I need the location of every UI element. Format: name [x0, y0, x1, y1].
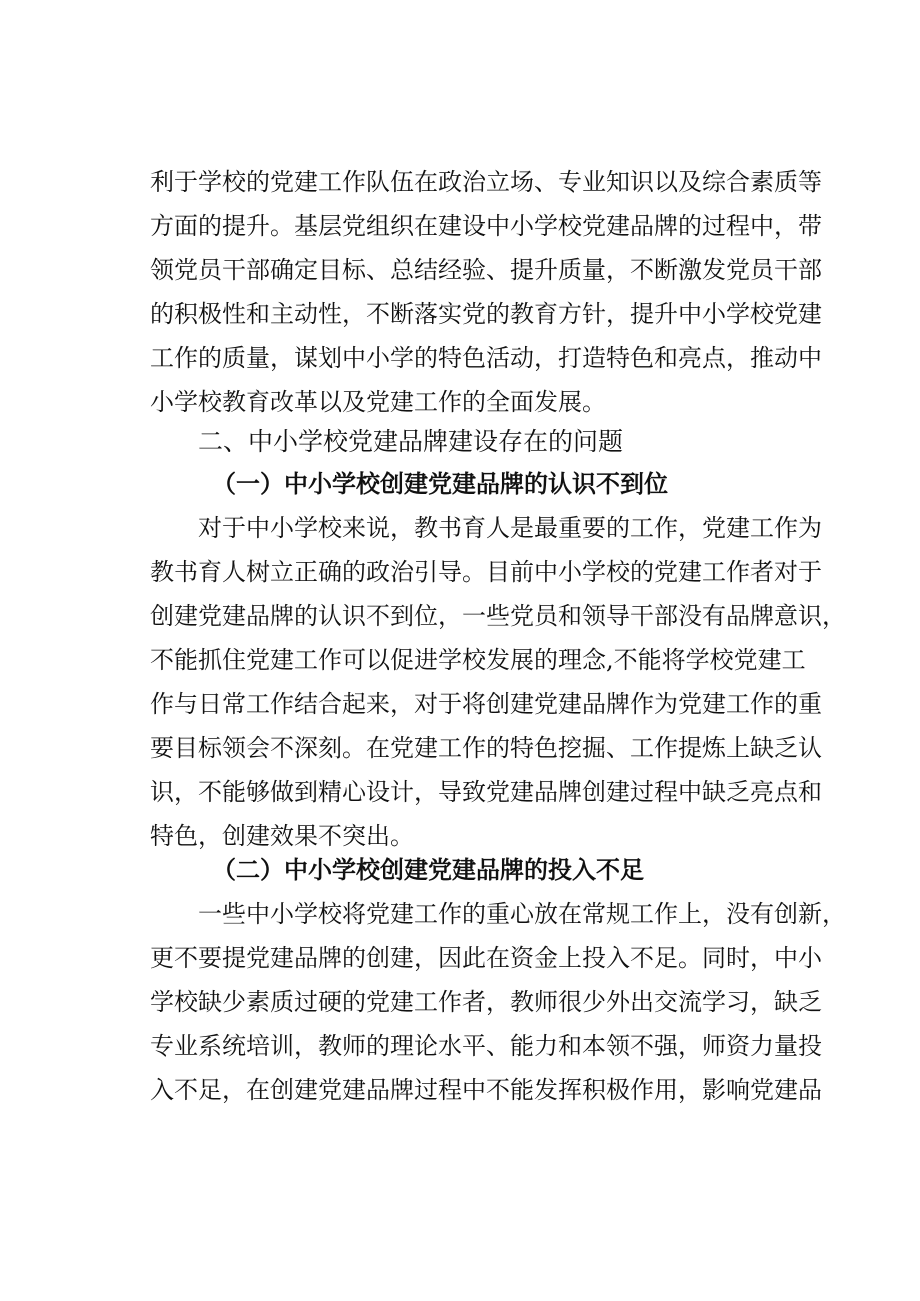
- paragraph-line: 对于中小学校来说，教书育人是最重要的工作，党建工作为: [198, 514, 822, 542]
- paragraph-line: 识，不能够做到精心设计，导致党建品牌创建过程中缺乏亮点和: [150, 778, 822, 806]
- paragraph-line: 专业系统培训，教师的理论水平、能力和本领不强，师资力量投: [150, 1032, 822, 1060]
- paragraph-line: 教书育人树立正确的政治引导。目前中小学校的党建工作者对于: [150, 558, 822, 586]
- paragraph-line: 特色，创建效果不突出。: [150, 822, 414, 850]
- paragraph-line: 方面的提升。基层党组织在建设中小学校党建品牌的过程中，带: [150, 212, 822, 240]
- paragraph-line: 利于学校的党建工作队伍在政治立场、专业知识以及综合素质等: [150, 168, 822, 196]
- paragraph-line: 更不要提党建品牌的创建，因此在资金上投入不足。同时，中小: [150, 944, 822, 972]
- paragraph-line: 不能抓住党建工作可以促进学校发展的理念,不能将学校党建工: [150, 646, 806, 674]
- paragraph-line: 工作的质量，谋划中小学的特色活动，打造特色和亮点，推动中: [150, 344, 822, 372]
- paragraph-line: 学校缺少素质过硬的党建工作者，教师很少外出交流学习，缺乏: [150, 988, 822, 1016]
- paragraph-line: 领党员干部确定目标、总结经验、提升质量，不断激发党员干部: [150, 256, 822, 284]
- paragraph-line: 的积极性和主动性，不断落实党的教育方针，提升中小学校党建: [150, 300, 822, 328]
- paragraph-line: 入不足，在创建党建品牌过程中不能发挥积极作用，影响党建品: [150, 1076, 822, 1104]
- subsection-heading-1: （一）中小学校创建党建品牌的认识不到位: [212, 470, 668, 498]
- section-heading: 二、中小学校党建品牌建设存在的问题: [198, 427, 624, 456]
- paragraph-line: 小学校教育改革以及党建工作的全面发展。: [150, 388, 606, 416]
- paragraph-line: 一些中小学校将党建工作的重心放在常规工作上，没有创新，: [198, 900, 846, 928]
- paragraph-line: 创建党建品牌的认识不到位，一些党员和领导干部没有品牌意识，: [150, 602, 846, 630]
- paragraph-line: 要目标领会不深刻。在党建工作的特色挖掘、工作提炼上缺乏认: [150, 734, 822, 762]
- subsection-heading-2: （二）中小学校创建党建品牌的投入不足: [212, 856, 644, 884]
- paragraph-line: 作与日常工作结合起来，对于将创建党建品牌作为党建工作的重: [150, 690, 822, 718]
